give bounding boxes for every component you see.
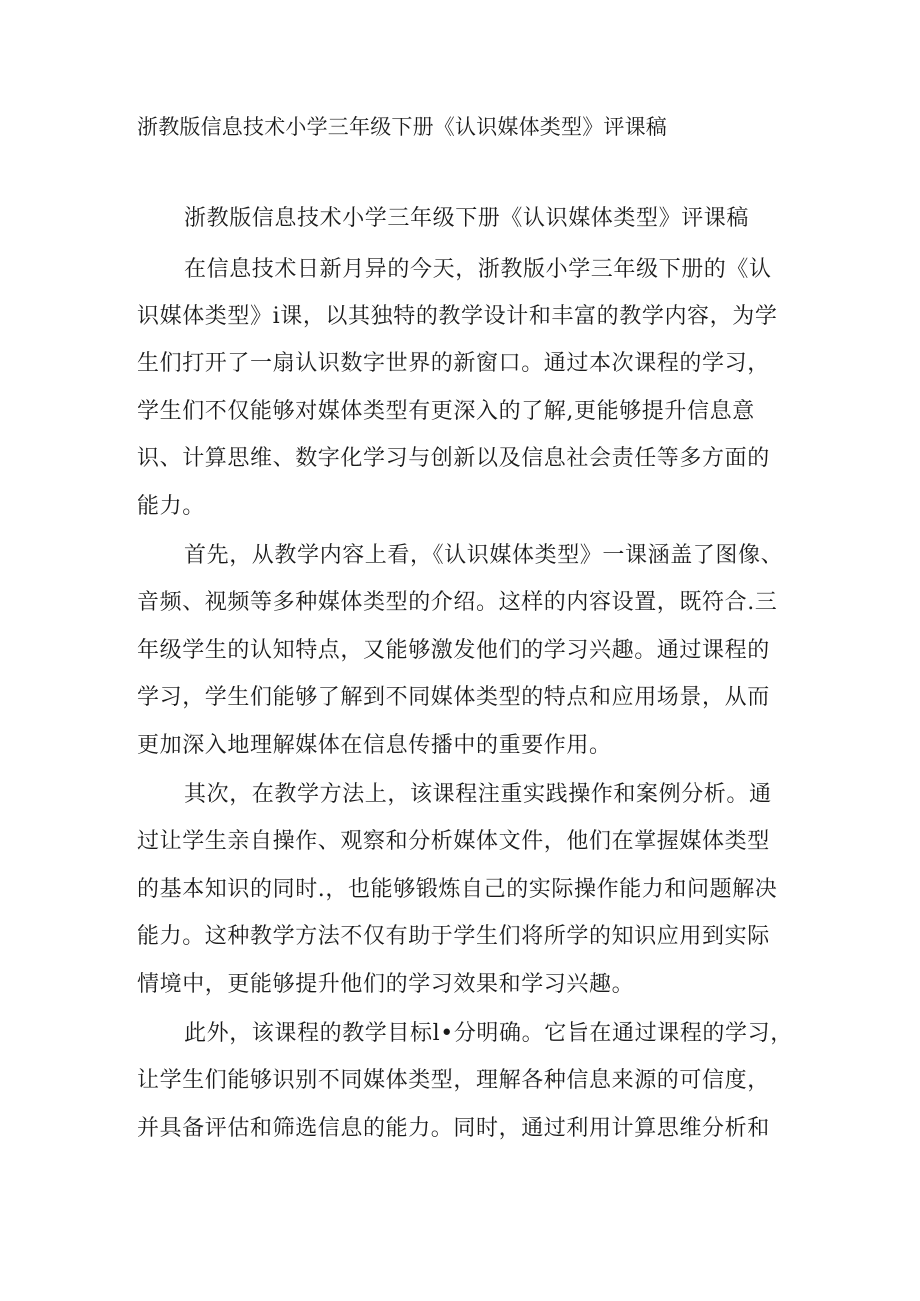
paragraph-3-line-4: 能力。这种教学方法不仅有助于学生们将所学的知识应用到实际 (137, 924, 770, 949)
paragraph-2-line-1: 首先，从教学内容上看，《认识媒体类型》一课涵盖了图像、 (184, 543, 784, 568)
paragraph-3-line-5: 情境中，更能够提升他们的学习效果和学习兴趣。 (137, 972, 635, 997)
paragraph-2-line-5: 更加深入地理解媒体在信息传播中的重要作用。 (137, 733, 612, 758)
paragraph-1-line-3: 生们打开了一扇认识数字世界的新窗口。通过本次课程的学习， (137, 351, 770, 376)
paragraph-1-line-2: 识媒体类型》i课，以其独特的教学设计和丰富的教学内容，为学 (137, 304, 778, 329)
paragraph-3-line-1: 其次，在教学方法上，该课程注重实践操作和案例分析。通 (184, 782, 772, 807)
paragraph-3-line-3: 的基本知识的同时.，也能够锻炼自己的实际操作能力和问题解决 (137, 877, 778, 902)
paragraph-4-line-3: 并具备评估和筛选信息的能力。同时，通过利用计算思维分析和 (137, 1116, 770, 1141)
paragraph-4-line-2: 让学生们能够识别不同媒体类型，理解各种信息来源的可信度， (137, 1068, 770, 1093)
paragraph-4-line-1: 此外，该课程的教学目标l•分明确。它旨在通过课程的学习， (184, 1021, 793, 1046)
body-heading: 浙教版信息技术小学三年级下册《认识媒体类型》评课稿 (184, 206, 750, 231)
paragraph-1-line-6: 能力。 (137, 494, 205, 519)
document-title: 浙教版信息技术小学三年级下册《认识媒体类型》评课稿 (137, 115, 667, 139)
paragraph-2-line-2: 音频、视频等多种媒体类型的介绍。这样的内容设置，既符合.三 (137, 590, 778, 615)
paragraph-2-line-4: 学习，学生们能够了解到不同媒体类型的特点和应用场景，从而 (137, 685, 770, 710)
paragraph-2-line-3: 年级学生的认知特点，又能够激发他们的学习兴趣。通过课程的 (137, 638, 770, 663)
paragraph-1-line-5: 识、计算思维、数字化学习与创新以及信息社会责任等多方面的 (137, 446, 770, 471)
paragraph-3-line-2: 过让学生亲自操作、观察和分析媒体文件，他们在掌握媒体类型 (137, 829, 770, 854)
paragraph-1-line-4: 学生们不仅能够对媒体类型有更深入的了解,更能够提升信息意 (137, 399, 755, 424)
paragraph-1-line-1: 在信息技术日新月异的今天，浙教版小学三年级下册的《认 (184, 257, 772, 282)
